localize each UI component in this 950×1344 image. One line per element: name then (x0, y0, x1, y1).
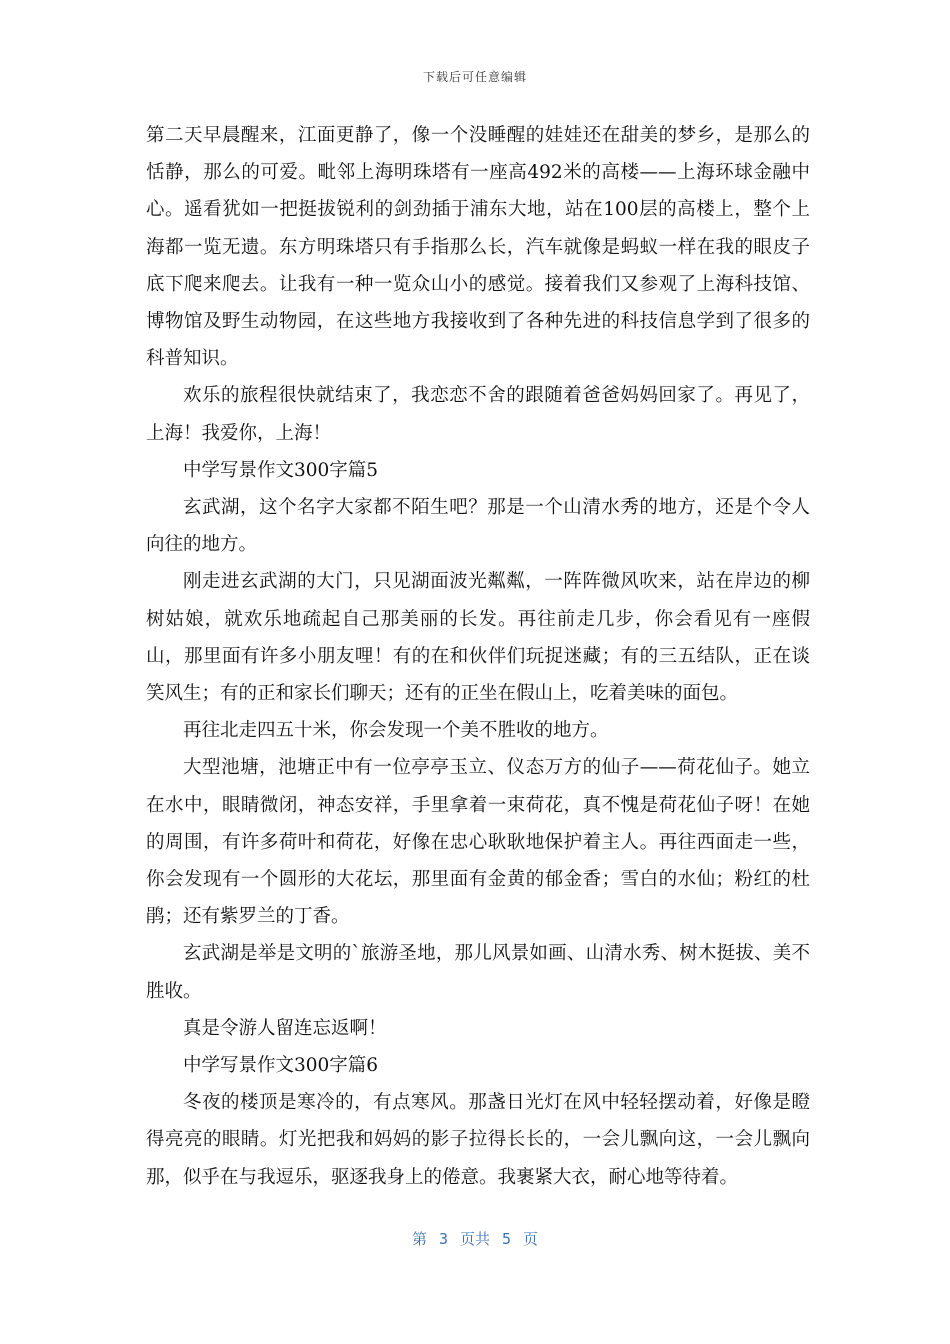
paragraph-5: 再往北走四五十米，你会发现一个美不胜收的地方。 (183, 720, 609, 742)
paragraph-1: 第二天早晨醒来，江面更静了，像一个没睡醒的娃娃还在甜美的梦乡，是那么的恬静，那么的可爱。毗邻上海明珠塔有一座高492米的高楼——上海环球金融中心。遥看犹如一把挺拔锐利的剑劲插于浦东大地，站在100层的高楼上，整个上海都一览无遗。东方明珠塔只有手指那么长，汽车就像是蚂蚁一样在我的眼皮子底下爬来爬去。让我有一种一览众山小的感觉。接着我们又参观了上海科技馆、博物馆及野生动物园，在这些地方我接收到了各种先进的科技信息学到了很多的科普知识。 (146, 125, 810, 370)
paragraph-3: 玄武湖，这个名字大家都不陌生吧？那是一个山清水秀的地方，还是个令人向往的地方。 (146, 497, 810, 556)
section-heading-5: 中学写景作文300字篇5 (183, 459, 379, 481)
footer-suffix: 页 (523, 1230, 539, 1248)
footer-prefix: 第 (411, 1230, 427, 1248)
header-text: 下载后可任意编辑 (422, 70, 527, 84)
paragraph-6: 大型池塘，池塘正中有一位亭亭玉立、仪态万方的仙子——荷花仙子。她立在水中，眼睛微闭，神态安祥，手里拿着一束荷花，真不愧是荷花仙子呀！在她的周围，有许多荷叶和荷花，好像在忠心耿耿地保护着主人。再往西面走一些，你会发现有一个圆形的大花坛，那里面有金黄的郁金香；雪白的水仙；粉红的杜鹃；还有紫罗兰的丁香。 (146, 757, 810, 928)
paragraph-2: 欢乐的旅程很快就结束了，我恋恋不舍的跟随着爸爸妈妈回家了。再见了，上海！我爱你，上海！ (146, 385, 810, 444)
paragraph-4: 刚走进玄武湖的大门，只见湖面波光粼粼，一阵阵微风吹来，站在岸边的柳树姑娘，就欢乐地疏起自己那美丽的长发。再往前走几步，你会看见有一座假山，那里面有许多小朋友哩！有的在和伙伴们玩捉迷藏；有的三五结队，正在谈笑风生；有的正和家长们聊天；还有的正坐在假山上，吃着美味的面包。 (146, 571, 810, 705)
page-header (0, 68, 950, 85)
document-body (146, 117, 810, 1196)
section-heading-6: 中学写景作文300字篇6 (183, 1055, 379, 1077)
paragraph-8: 真是令游人留连忘返啊！ (183, 1017, 387, 1039)
footer-current-page: 3 (438, 1230, 448, 1248)
footer-middle: 页共 (459, 1230, 490, 1248)
page-footer (0, 1228, 950, 1249)
paragraph-9: 冬夜的楼顶是寒冷的，有点寒风。那盏日光灯在风中轻轻摆动着，好像是瞪得亮亮的眼睛。灯光把我和妈妈的影子拉得长长的，一会儿飘向这，一会儿飘向那，似乎在与我逗乐，驱逐我身上的倦意。我裹紧大衣，耐心地等待着。 (146, 1092, 810, 1188)
footer-total-pages: 5 (502, 1230, 512, 1248)
paragraph-7: 玄武湖是举是文明的`旅游圣地，那儿风景如画、山清水秀、树木挺拔、美不胜收。 (146, 943, 810, 1002)
